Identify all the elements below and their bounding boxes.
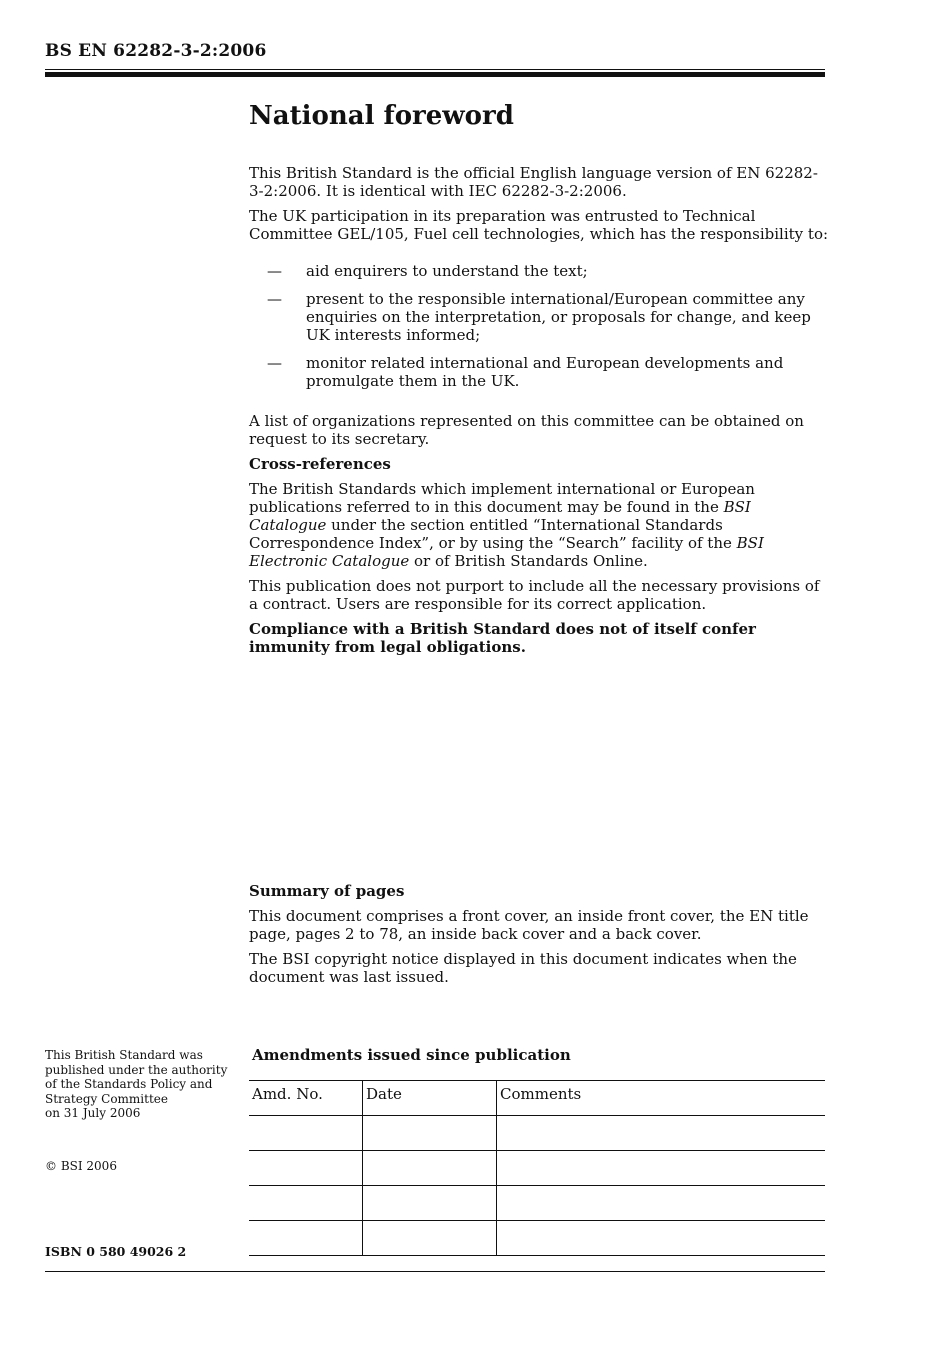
column-header-comments: Comments	[497, 1081, 826, 1116]
provisions-paragraph: This publication does not purport to include all the necessary provisions of a contract. Users are responsible for its correct application.	[249, 577, 820, 613]
list-item-text: aid enquirers to understand the text;	[306, 262, 588, 280]
table-cell	[363, 1221, 497, 1256]
table-cell	[497, 1221, 826, 1256]
authority-line: published under the authority	[45, 1062, 228, 1077]
cross-ref-text: The British Standards which implement international or European publications referred to in this document may be found in the	[249, 480, 755, 516]
copyright-line: © BSI 2006	[45, 1159, 117, 1173]
summary-section	[249, 882, 829, 993]
table-cell	[497, 1116, 826, 1151]
table-row	[249, 1151, 825, 1186]
committee-note: A list of organizations represented on this committee can be obtained on request to its secretary.	[249, 412, 804, 448]
table-cell	[249, 1116, 363, 1151]
table-cell	[497, 1186, 826, 1221]
footer-rule	[45, 1271, 825, 1272]
list-item	[249, 354, 829, 390]
table-row	[249, 1186, 825, 1221]
bsi-catalogue-title: BSI Catalogue	[249, 498, 751, 534]
participation-paragraph: The UK participation in its preparation was entrusted to Technical Committee GEL/105, Fuel cell technologies, which has the responsibility to:	[249, 207, 829, 243]
list-item	[249, 290, 829, 344]
dash-bullet: —	[267, 290, 282, 308]
header-rule-thick	[45, 72, 825, 77]
table-cell	[249, 1186, 363, 1221]
header-rule-thin	[45, 69, 825, 70]
dash-bullet: —	[267, 262, 282, 280]
authority-note	[45, 1048, 227, 1121]
authority-line: Strategy Committee	[45, 1091, 168, 1106]
page-title: National foreword	[249, 101, 514, 131]
summary-heading: Summary of pages	[249, 882, 405, 900]
table-cell	[497, 1151, 826, 1186]
list-item-text: monitor related international and European developments and promulgate them in the UK.	[306, 354, 784, 390]
amendments-title: Amendments issued since publication	[252, 1046, 571, 1064]
column-header-amd-no: Amd. No.	[249, 1081, 363, 1116]
foreword-body	[249, 164, 829, 663]
intro-paragraph: This British Standard is the official English language version of EN 62282-3-2:2006. It is identical with IEC 62282-3-2:2006.	[249, 164, 818, 200]
table-cell	[363, 1186, 497, 1221]
compliance-statement: Compliance with a British Standard does not of itself confer immunity from legal obligations.	[249, 620, 756, 656]
dash-bullet: —	[267, 354, 282, 372]
isbn: ISBN 0 580 49026 2	[45, 1244, 187, 1259]
table-cell	[363, 1116, 497, 1151]
table-cell	[363, 1151, 497, 1186]
bsi-electronic-catalogue-title: BSI Electronic Catalogue	[249, 534, 764, 570]
table-cell	[249, 1151, 363, 1186]
table-row	[249, 1221, 825, 1256]
authority-line: of the Standards Policy and	[45, 1077, 213, 1091]
cross-ref-text: or of British Standards Online.	[409, 552, 648, 570]
responsibility-list	[249, 262, 829, 390]
table-row	[249, 1116, 825, 1151]
copyright-notice-paragraph: The BSI copyright notice displayed in this document indicates when the document was last issued.	[249, 950, 797, 986]
cross-ref-text: under the section entitled “International Standards Correspondence Index”, or by using the “Search” facility of the	[249, 516, 737, 552]
amendments-table	[249, 1080, 825, 1256]
authority-line: on 31 July 2006	[45, 1106, 141, 1120]
cross-references-heading: Cross-references	[249, 455, 391, 473]
document-id: BS EN 62282-3-2:2006	[45, 41, 267, 61]
summary-paragraph: This document comprises a front cover, an inside front cover, the EN title page, pages 2 to 78, an inside back cover and a back cover.	[249, 907, 809, 943]
table-cell	[249, 1221, 363, 1256]
authority-line: This British Standard was	[45, 1048, 203, 1062]
list-item	[249, 262, 829, 280]
list-item-text: present to the responsible international/European committee any enquiries on the interpretation, or proposals for change, and keep UK interests informed;	[306, 290, 811, 344]
cross-references-paragraph	[249, 480, 829, 570]
column-header-date: Date	[363, 1081, 497, 1116]
table-header-row	[249, 1081, 825, 1116]
